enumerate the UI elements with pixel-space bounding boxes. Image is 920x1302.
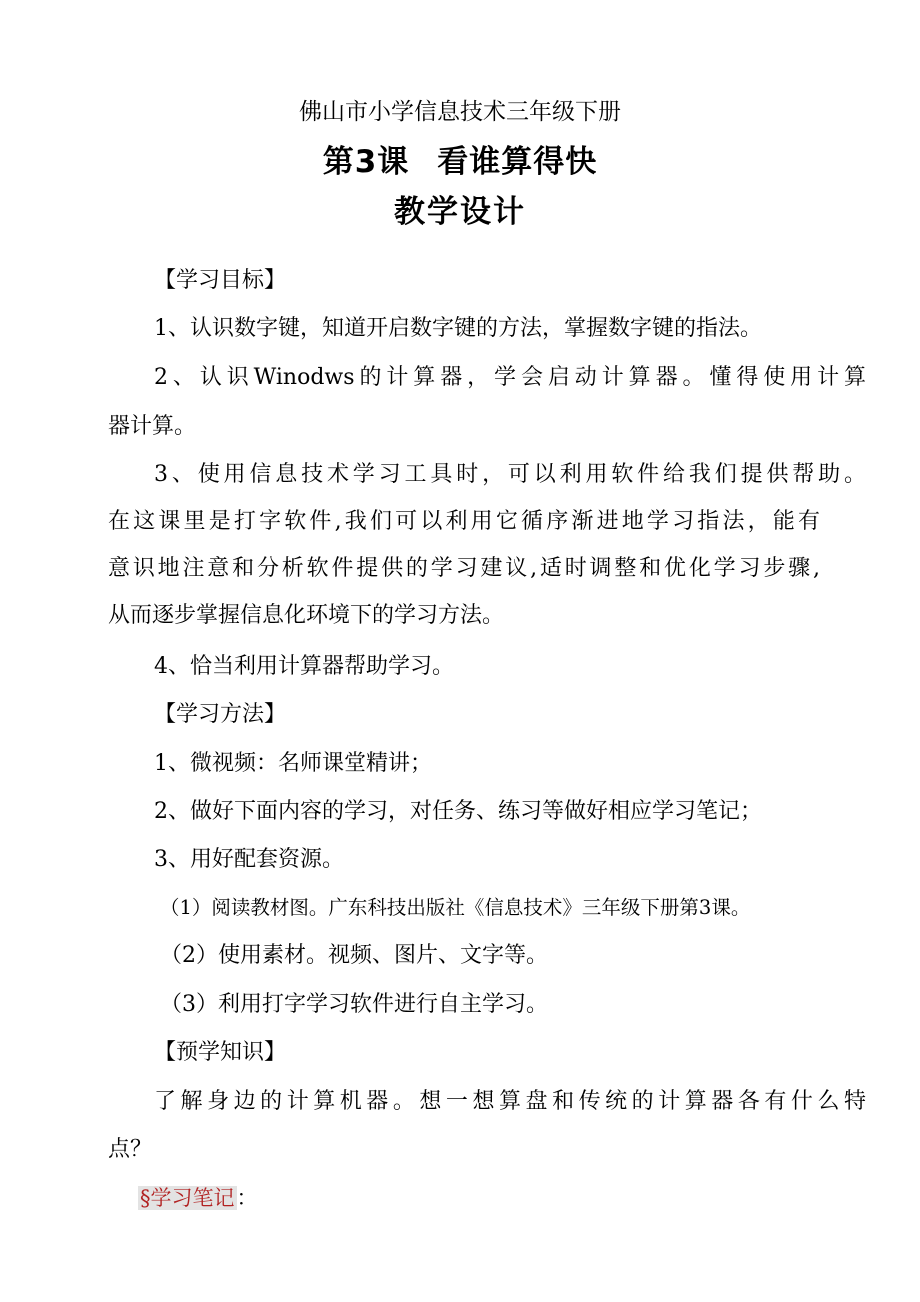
method-1: 1、微视频：名师课堂精讲； (154, 751, 432, 776)
preview-line-1: 了解身边的计算机器。想一想算盘和传统的计算器各有什么特 (154, 1089, 866, 1114)
method-sub-1: （1）阅读教材图。广东科技出版社《信息技术》三年级下册第3课。 (160, 896, 751, 919)
lesson-number: 第3课 (322, 144, 410, 180)
study-notes (138, 1180, 258, 1216)
objective-3-line-1: 3、使用信息技术学习工具时，可以利用软件给我们提供帮助。 (154, 462, 866, 487)
method-2: 2、做好下面内容的学习，对任务、练习等做好相应学习笔记； (154, 799, 762, 824)
lesson-title (0, 140, 920, 184)
preview-line-2: 点？ (108, 1137, 153, 1162)
method-3: 3、用好配套资源。 (154, 847, 344, 872)
objective-3-line-4: 从而逐步掌握信息化环境下的学习方法。 (108, 603, 505, 628)
preview-heading: 【预学知识】 (154, 1040, 287, 1065)
objective-3-line-3: 意识地注意和分析软件提供的学习建议,适时调整和优化学习步骤, (108, 556, 820, 581)
method-sub-2: （2）使用素材。视频、图片、文字等。 (160, 943, 548, 968)
study-notes-colon: ： (236, 1186, 258, 1210)
objective-4: 4、恰当利用计算器帮助学习。 (154, 654, 454, 679)
objectives-heading: 【学习目标】 (154, 268, 287, 293)
objective-2-line-2: 器计算。 (108, 414, 197, 439)
objective-2-line-1: 2、认识Winodws的计算器，学会启动计算器。懂得使用计算 (154, 365, 866, 390)
study-notes-label: §学习笔记 (140, 1186, 235, 1210)
doc-type-title: 教学设计 (394, 194, 526, 230)
objective-1: 1、认识数字键，知道开启数字键的方法，掌握数字键的指法。 (154, 316, 762, 341)
series-title: 佛山市小学信息技术三年级下册 (299, 99, 621, 125)
lesson-name: 看谁算得快 (437, 144, 598, 180)
objective-3-line-2: 在这课里是打字软件,我们可以利用它循序渐进地学习指法，能有 (108, 509, 820, 534)
methods-heading: 【学习方法】 (154, 702, 287, 727)
method-sub-3: （3）利用打字学习软件进行自主学习。 (160, 992, 548, 1017)
